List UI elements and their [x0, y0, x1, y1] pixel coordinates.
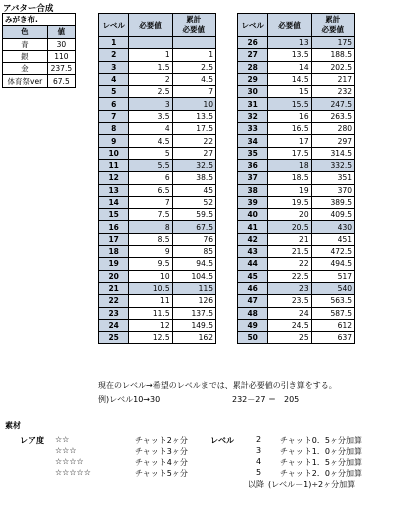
level-label: レベル [210, 436, 234, 445]
required-value: 18.5 [268, 172, 311, 184]
level-number: 19 [99, 258, 129, 270]
material-level: 以降 [248, 480, 264, 489]
level-row [99, 282, 216, 294]
level-row [99, 110, 216, 122]
level-number: 30 [238, 86, 268, 98]
col-level-header: レベル [99, 14, 129, 37]
level-row [99, 332, 216, 344]
level-row [238, 295, 355, 307]
col-level-header: レベル [238, 14, 268, 37]
required-value: 4.5 [129, 135, 172, 147]
level-row [99, 135, 216, 147]
rarity-stars: ☆☆ [55, 435, 70, 444]
level-row [99, 98, 216, 110]
required-value: 11 [129, 295, 172, 307]
cumulative-value: 563.5 [311, 295, 354, 307]
polish-heading: みがき布. [3, 14, 76, 26]
level-number: 4 [99, 73, 129, 85]
level-row [99, 49, 216, 61]
required-value: 16.5 [268, 123, 311, 135]
level-row [238, 209, 355, 221]
rarity-chat: チャット4ヶ分 [135, 458, 188, 467]
note-line1: 現在のレベル→希望のレベルまでは、累計必要値の引き算をする。 [98, 381, 337, 390]
material-level-text: チャット0．5ヶ分加算 [280, 436, 362, 445]
rarity-stars: ☆☆☆☆ [55, 457, 84, 466]
required-value: 20 [268, 209, 311, 221]
polish-row [3, 75, 76, 87]
level-row [99, 258, 216, 270]
required-value: 7 [129, 196, 172, 208]
level-row [99, 147, 216, 159]
polish-row [3, 50, 76, 62]
rarity-stars: ☆☆☆☆☆ [55, 468, 91, 477]
level-number: 36 [238, 159, 268, 171]
cumulative-value: 430 [311, 221, 354, 233]
level-number: 10 [99, 147, 129, 159]
required-value: 4 [129, 123, 172, 135]
required-value: 25 [268, 332, 311, 344]
polish-value: 30 [47, 38, 75, 50]
cumulative-value: 2.5 [172, 61, 215, 73]
required-value: 18 [268, 159, 311, 171]
rarity-chat: チャット2ヶ分 [135, 436, 188, 445]
level-number: 5 [99, 86, 129, 98]
level-row [238, 184, 355, 196]
level-row [238, 49, 355, 61]
level-number: 18 [99, 246, 129, 258]
level-row [238, 196, 355, 208]
required-value: 21 [268, 233, 311, 245]
required-value [129, 37, 172, 49]
level-row [238, 172, 355, 184]
level-row [99, 233, 216, 245]
material-level: 2 [256, 435, 262, 444]
level-row [99, 159, 216, 171]
polish-value: 237.5 [47, 63, 75, 75]
level-row [238, 258, 355, 270]
level-row [238, 246, 355, 258]
polish-color: 体育祭ver [3, 75, 48, 87]
col-cumulative-header: 累計 必要値 [172, 14, 215, 37]
level-row [238, 86, 355, 98]
required-value: 12 [129, 319, 172, 331]
rarity-chat: チャット3ヶ分 [135, 447, 188, 456]
required-value: 3 [129, 98, 172, 110]
level-number: 37 [238, 172, 268, 184]
level-number: 20 [99, 270, 129, 282]
required-value: 1.5 [129, 61, 172, 73]
required-value: 17 [268, 135, 311, 147]
required-value: 23 [268, 282, 311, 294]
level-table-right [237, 13, 355, 344]
cumulative-value: 409.5 [311, 209, 354, 221]
polish-color: 銀 [3, 50, 48, 62]
required-value: 13.5 [268, 49, 311, 61]
required-value: 19 [268, 184, 311, 196]
level-number: 6 [99, 98, 129, 110]
required-value: 16 [268, 110, 311, 122]
col-required-header: 必要値 [129, 14, 172, 37]
level-row [99, 86, 216, 98]
required-value: 11.5 [129, 307, 172, 319]
level-number: 35 [238, 147, 268, 159]
required-value: 15.5 [268, 98, 311, 110]
required-value: 10.5 [129, 282, 172, 294]
required-value: 9.5 [129, 258, 172, 270]
cumulative-value: 280 [311, 123, 354, 135]
cumulative-value: 115 [172, 282, 215, 294]
cumulative-value: 297 [311, 135, 354, 147]
cumulative-value: 188.5 [311, 49, 354, 61]
polish-value: 110 [47, 50, 75, 62]
material-level-text: チャット1．0ヶ分加算 [280, 447, 362, 456]
level-number: 32 [238, 110, 268, 122]
cumulative-value: 370 [311, 184, 354, 196]
level-row [238, 307, 355, 319]
level-number: 2 [99, 49, 129, 61]
level-number: 48 [238, 307, 268, 319]
material-level-text: チャット1．5ヶ分加算 [280, 458, 362, 467]
required-value: 24 [268, 307, 311, 319]
level-number: 39 [238, 196, 268, 208]
cumulative-value: 587.5 [311, 307, 354, 319]
level-number: 7 [99, 110, 129, 122]
required-value: 13 [268, 37, 311, 49]
material-level: 4 [256, 457, 262, 466]
cumulative-value: 10 [172, 98, 215, 110]
polish-col-value: 値 [47, 26, 75, 38]
level-number: 17 [99, 233, 129, 245]
level-number: 13 [99, 184, 129, 196]
level-row [99, 61, 216, 73]
level-number: 45 [238, 270, 268, 282]
level-row [99, 319, 216, 331]
polish-row [3, 38, 76, 50]
note-line2-prefix: 例)レベル10→30 [98, 395, 161, 404]
cumulative-value: 32.5 [172, 159, 215, 171]
cumulative-value: 451 [311, 233, 354, 245]
level-row [238, 282, 355, 294]
required-value: 9 [129, 246, 172, 258]
cumulative-value: 517 [311, 270, 354, 282]
level-number: 46 [238, 282, 268, 294]
material-level: 3 [256, 446, 262, 455]
cumulative-value: 52 [172, 196, 215, 208]
level-row [238, 270, 355, 282]
cumulative-value: 7 [172, 86, 215, 98]
material-level-text: チャット2．0ヶ分加算 [280, 469, 362, 478]
level-row [238, 73, 355, 85]
level-number: 3 [99, 61, 129, 73]
level-number: 43 [238, 246, 268, 258]
level-number: 28 [238, 61, 268, 73]
required-value: 17.5 [268, 147, 311, 159]
cumulative-value: 540 [311, 282, 354, 294]
level-number: 15 [99, 209, 129, 221]
level-number: 1 [99, 37, 129, 49]
cumulative-value: 247.5 [311, 98, 354, 110]
cumulative-value: 637 [311, 332, 354, 344]
level-row [238, 159, 355, 171]
cumulative-value: 67.5 [172, 221, 215, 233]
cumulative-value: 4.5 [172, 73, 215, 85]
required-value: 22.5 [268, 270, 311, 282]
level-number: 14 [99, 196, 129, 208]
cumulative-value: 1 [172, 49, 215, 61]
required-value: 14.5 [268, 73, 311, 85]
note-line2-calc: 232－27 ＝ 205 [232, 395, 300, 404]
level-number: 22 [99, 295, 129, 307]
required-value: 2.5 [129, 86, 172, 98]
materials-heading: 素材 [5, 421, 21, 430]
level-number: 44 [238, 258, 268, 270]
level-number: 27 [238, 49, 268, 61]
polish-col-color: 色 [3, 26, 48, 38]
rarity-label: レア度 [20, 436, 44, 445]
level-number: 49 [238, 319, 268, 331]
level-row [238, 110, 355, 122]
required-value: 1 [129, 49, 172, 61]
level-row [99, 295, 216, 307]
level-table-left [98, 13, 216, 344]
level-row [238, 61, 355, 73]
level-row [238, 332, 355, 344]
cumulative-value: 22 [172, 135, 215, 147]
cumulative-value: 45 [172, 184, 215, 196]
cumulative-value: 104.5 [172, 270, 215, 282]
level-row [99, 172, 216, 184]
required-value: 23.5 [268, 295, 311, 307]
cumulative-value: 389.5 [311, 196, 354, 208]
level-row [238, 135, 355, 147]
level-row [99, 123, 216, 135]
level-number: 38 [238, 184, 268, 196]
level-row [99, 246, 216, 258]
required-value: 2 [129, 73, 172, 85]
level-number: 12 [99, 172, 129, 184]
cumulative-value: 59.5 [172, 209, 215, 221]
material-level: 5 [256, 468, 262, 477]
cumulative-value: 162 [172, 332, 215, 344]
level-number: 11 [99, 159, 129, 171]
cumulative-value: 149.5 [172, 319, 215, 331]
level-number: 31 [238, 98, 268, 110]
required-value: 8.5 [129, 233, 172, 245]
polish-value: 67.5 [47, 75, 75, 87]
level-row [238, 319, 355, 331]
required-value: 19.5 [268, 196, 311, 208]
cumulative-value: 202.5 [311, 61, 354, 73]
required-value: 22 [268, 258, 311, 270]
cumulative-value: 13.5 [172, 110, 215, 122]
polish-color: 青 [3, 38, 48, 50]
required-value: 6 [129, 172, 172, 184]
cumulative-value: 38.5 [172, 172, 215, 184]
level-number: 16 [99, 221, 129, 233]
level-number: 26 [238, 37, 268, 49]
polish-color: 金 [3, 63, 48, 75]
level-row [99, 37, 216, 49]
cumulative-value: 27 [172, 147, 215, 159]
cumulative-value: 351 [311, 172, 354, 184]
level-row [238, 233, 355, 245]
required-value: 8 [129, 221, 172, 233]
cumulative-value: 472.5 [311, 246, 354, 258]
required-value: 7.5 [129, 209, 172, 221]
level-number: 29 [238, 73, 268, 85]
level-row [99, 221, 216, 233]
required-value: 24.5 [268, 319, 311, 331]
level-number: 33 [238, 123, 268, 135]
level-number: 42 [238, 233, 268, 245]
cumulative-value: 94.5 [172, 258, 215, 270]
cumulative-value: 314.5 [311, 147, 354, 159]
cumulative-value: 217 [311, 73, 354, 85]
level-row [99, 73, 216, 85]
level-row [99, 184, 216, 196]
polish-row [3, 63, 76, 75]
level-row [238, 147, 355, 159]
level-row [99, 307, 216, 319]
level-row [238, 123, 355, 135]
level-row [99, 209, 216, 221]
level-number: 24 [99, 319, 129, 331]
level-row [238, 221, 355, 233]
required-value: 14 [268, 61, 311, 73]
level-row [99, 270, 216, 282]
cumulative-value: 232 [311, 86, 354, 98]
cumulative-value: 17.5 [172, 123, 215, 135]
polish-table [2, 13, 76, 88]
cumulative-value: 612 [311, 319, 354, 331]
cumulative-value: 332.5 [311, 159, 354, 171]
required-value: 21.5 [268, 246, 311, 258]
level-number: 40 [238, 209, 268, 221]
cumulative-value: 126 [172, 295, 215, 307]
level-number: 8 [99, 123, 129, 135]
level-row [238, 98, 355, 110]
rarity-chat: チャット5ヶ分 [135, 469, 188, 478]
level-number: 34 [238, 135, 268, 147]
cumulative-value: 137.5 [172, 307, 215, 319]
level-number: 25 [99, 332, 129, 344]
level-number: 23 [99, 307, 129, 319]
level-number: 50 [238, 332, 268, 344]
cumulative-value: 263.5 [311, 110, 354, 122]
required-value: 6.5 [129, 184, 172, 196]
cumulative-value: 175 [311, 37, 354, 49]
required-value: 3.5 [129, 110, 172, 122]
cumulative-value: 494.5 [311, 258, 354, 270]
level-number: 47 [238, 295, 268, 307]
col-required-header: 必要値 [268, 14, 311, 37]
required-value: 15 [268, 86, 311, 98]
cumulative-value [172, 37, 215, 49]
rarity-stars: ☆☆☆ [55, 446, 77, 455]
material-level-text: (レベル－1)÷2ヶ分加算 [268, 480, 356, 489]
cumulative-value: 76 [172, 233, 215, 245]
required-value: 20.5 [268, 221, 311, 233]
level-row [238, 37, 355, 49]
required-value: 5 [129, 147, 172, 159]
level-number: 9 [99, 135, 129, 147]
level-row [99, 196, 216, 208]
page-title: アバター合成 [3, 4, 54, 14]
col-cumulative-header: 累計 必要値 [311, 14, 354, 37]
required-value: 10 [129, 270, 172, 282]
level-number: 41 [238, 221, 268, 233]
required-value: 12.5 [129, 332, 172, 344]
required-value: 5.5 [129, 159, 172, 171]
cumulative-value: 85 [172, 246, 215, 258]
level-number: 21 [99, 282, 129, 294]
